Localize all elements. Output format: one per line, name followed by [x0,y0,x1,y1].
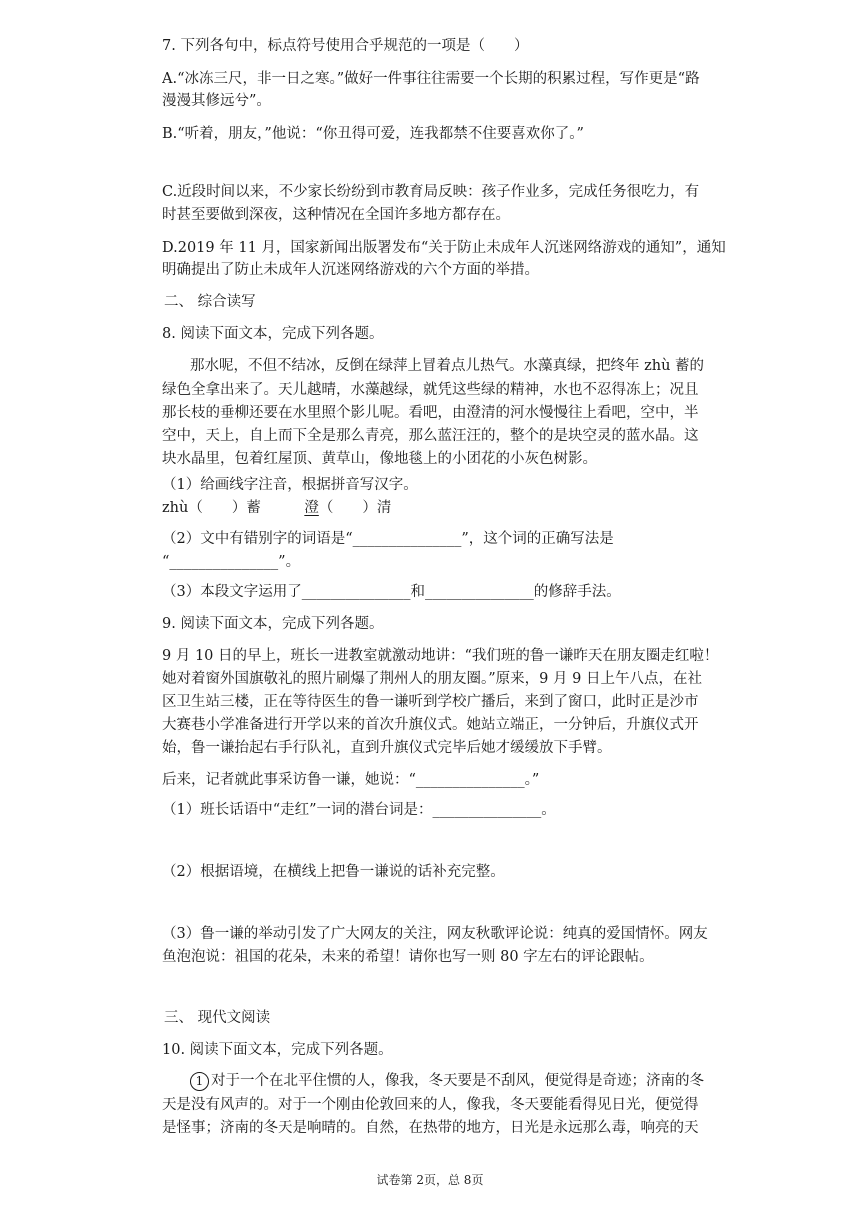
q8-passage-line2: 绿色全拿出来了。天儿越晴，水藻越绿，就凭这些绿的精神，水也不忍得冻上；况且 [162,382,699,398]
q8-passage-line5: 块水晶里，包着红屋顶、黄草山，像地毯上的小团花的小灰色树影。 [162,451,597,467]
q9-sub2: （2）根据语境，在横线上把鲁一谦说的话补充完整。 [162,864,505,880]
q8-sub1: （1）给画线字注音，根据拼音写汉字。 [162,477,418,493]
q8-sub1-answer-row [162,498,737,519]
q10-passage-line1-text: 对于一个在北平住惯的人，像我，冬天要是不刮风，便觉得是奇迹；济南的冬 [211,1073,704,1089]
q8-sub3: （3）本段文字运用了_______________和_______________的修辞手法。 [162,584,621,600]
q8-underlined-char: 澄 [304,500,319,516]
q9-passage-line5: 始，鲁一谦抬起右手行队礼，直到升旗仪式完毕后她才缓缓放下手臂。 [162,740,612,756]
q8-passage-line4: 空中，天上，自上而下全是那么青亮，那么蓝汪汪的，整个的是块空灵的蓝水晶。这 [162,428,699,444]
q9-passage-line6: 后来，记者就此事采访鲁一谦，她说：“_______________。” [162,772,540,788]
q7-option-c-line2: 时甚至要做到深夜，这种情况在全国许多地方都存在。 [162,207,510,223]
paragraph-number-circle: 1 [190,1072,209,1091]
q10-passage-line2: 天是没有风声的。对于一个刚由伦敦回来的人，像我，冬天要能看得见日光，便觉得 [162,1097,699,1113]
q9-sub3-line1: （3）鲁一谦的举动引发了广大网友的关注，网友秋歌评论说：纯真的爱国情怀。网友 [162,926,708,942]
q10-passage-line1 [190,1071,737,1092]
q7-stem: 7. 下列各句中，标点符号使用合乎规范的一项是（ ） [162,38,529,54]
q8-sub2-line2: “_______________”。 [162,554,301,570]
q7-option-a-line2: 漫漫其修远兮”。 [162,93,271,109]
q7-option-a-line1: A.“冰冻三尺，非一日之寒。”做好一件事往往需要一个长期的积累过程，写作更是“路 [162,71,700,87]
q9-sub3-line2: 鱼泡泡说：祖国的花朵，未来的希望！请你也写一则 80 字左右的评论跟帖。 [162,949,654,965]
q9-stem: 9. 阅读下面文本，完成下列各题。 [162,616,384,632]
q8-stem: 8. 阅读下面文本，完成下列各题。 [162,326,384,342]
section-3-heading: 三、 现代文阅读 [164,1010,271,1026]
q9-passage-line4: 大赛巷小学准备进行开学以来的首次升旗仪式。她站立端正，一分钟后，升旗仪式开 [162,717,699,733]
q8-sub1-pinyin-blank: zhù（ ）蓄 [162,500,305,516]
q8-passage-line3: 那长枝的垂柳还要在水里照个影儿呢。看吧，由澄清的河水慢慢往上看吧，空中，半 [162,405,699,421]
q8-sub1-char-blank: （ ）清 [318,500,392,516]
q8-sub2-line1: （2）文中有错别字的词语是“_______________”，这个词的正确写法是 [162,531,614,547]
q9-sub1: （1）班长话语中“走红”一词的潜台词是：_______________。 [162,802,556,818]
q9-passage-line1: 9 月 10 日的早上，班长一进教室就激动地讲：“我们班的鲁一谦昨天在朋友圈走红啦！ [162,648,719,664]
q9-passage-line3: 区卫生站三楼，正在等待医生的鲁一谦听到学校广播后，来到了窗口，此时正是沙市 [162,694,699,710]
q10-passage-line3: 是怪事；济南的冬天是响晴的。自然，在热带的地方，日光是永远那么毒，响亮的天 [162,1120,699,1136]
q7-option-b: B.“听着，朋友，”他说：“你丑得可爱，连我都禁不住要喜欢你了。” [162,126,584,142]
q7-option-c-line1: C.近段时间以来，不少家长纷纷到市教育局反映：孩子作业多，完成任务很吃力，有 [162,184,700,200]
q9-passage-line2: 她对着窗外国旗敬礼的照片刷爆了荆州人的朋友圈。”原来，9 月 9 日上午八点，在社 [162,671,702,687]
page-footer: 试卷第 2页，总 8页 [376,1173,484,1187]
q7-option-d-line1: D.2019 年 11 月，国家新闻出版署发布“关于防止未成年人沉迷网络游戏的通知”，通知 [162,240,726,256]
q8-passage-line1: 那水呢，不但不结冰，反倒在绿萍上冒着点儿热气。水藻真绿，把终年 zhù 蓄的 [190,358,705,374]
q7-option-d-line2: 明确提出了防止未成年人沉迷网络游戏的六个方面的举措。 [162,262,539,278]
q10-stem: 10. 阅读下面文本，完成下列各题。 [162,1042,393,1058]
section-2-heading: 二、 综合读写 [164,294,256,310]
